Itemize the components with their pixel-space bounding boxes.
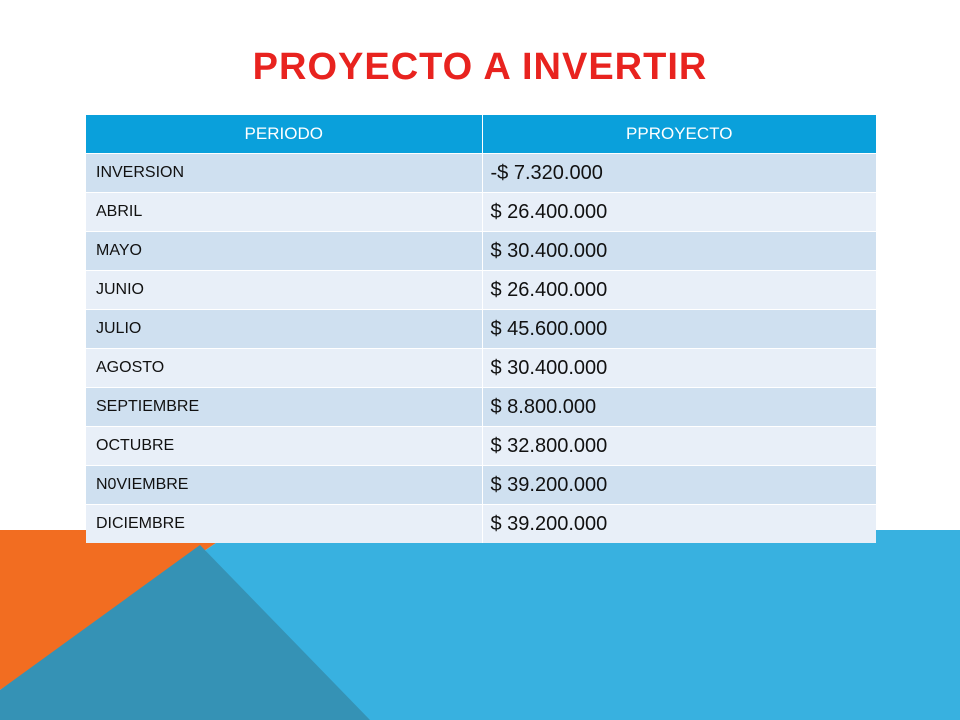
- investment-table: [86, 115, 876, 543]
- table-row: [86, 505, 876, 544]
- cell-periodo: SEPTIEMBRE: [86, 388, 482, 427]
- table-row: [86, 154, 876, 193]
- cell-periodo: MAYO: [86, 232, 482, 271]
- cell-periodo: INVERSION: [86, 154, 482, 193]
- table-header-row: [86, 115, 876, 154]
- cell-periodo: N0VIEMBRE: [86, 466, 482, 505]
- cell-valor: -$ 7.320.000: [482, 154, 876, 193]
- cell-valor: $ 32.800.000: [482, 427, 876, 466]
- table-row: [86, 388, 876, 427]
- cell-periodo: AGOSTO: [86, 349, 482, 388]
- cell-valor: $ 30.400.000: [482, 232, 876, 271]
- table-row: [86, 193, 876, 232]
- table-row: [86, 271, 876, 310]
- cell-periodo: OCTUBRE: [86, 427, 482, 466]
- investment-table-container: [86, 115, 876, 543]
- table-row: [86, 232, 876, 271]
- table-row: [86, 349, 876, 388]
- cell-periodo: ABRIL: [86, 193, 482, 232]
- cell-periodo: JUNIO: [86, 271, 482, 310]
- table-row: [86, 310, 876, 349]
- cell-valor: $ 26.400.000: [482, 271, 876, 310]
- cell-valor: $ 39.200.000: [482, 505, 876, 544]
- table-row: [86, 466, 876, 505]
- cell-valor: $ 26.400.000: [482, 193, 876, 232]
- cell-periodo: JULIO: [86, 310, 482, 349]
- cell-valor: $ 45.600.000: [482, 310, 876, 349]
- cell-periodo: DICIEMBRE: [86, 505, 482, 544]
- cell-valor: $ 30.400.000: [482, 349, 876, 388]
- header-periodo: PERIODO: [86, 115, 482, 154]
- table-row: [86, 427, 876, 466]
- cell-valor: $ 8.800.000: [482, 388, 876, 427]
- header-proyecto: PPROYECTO: [482, 115, 876, 154]
- cell-valor: $ 39.200.000: [482, 466, 876, 505]
- slide-title: PROYECTO A INVERTIR: [252, 46, 708, 88]
